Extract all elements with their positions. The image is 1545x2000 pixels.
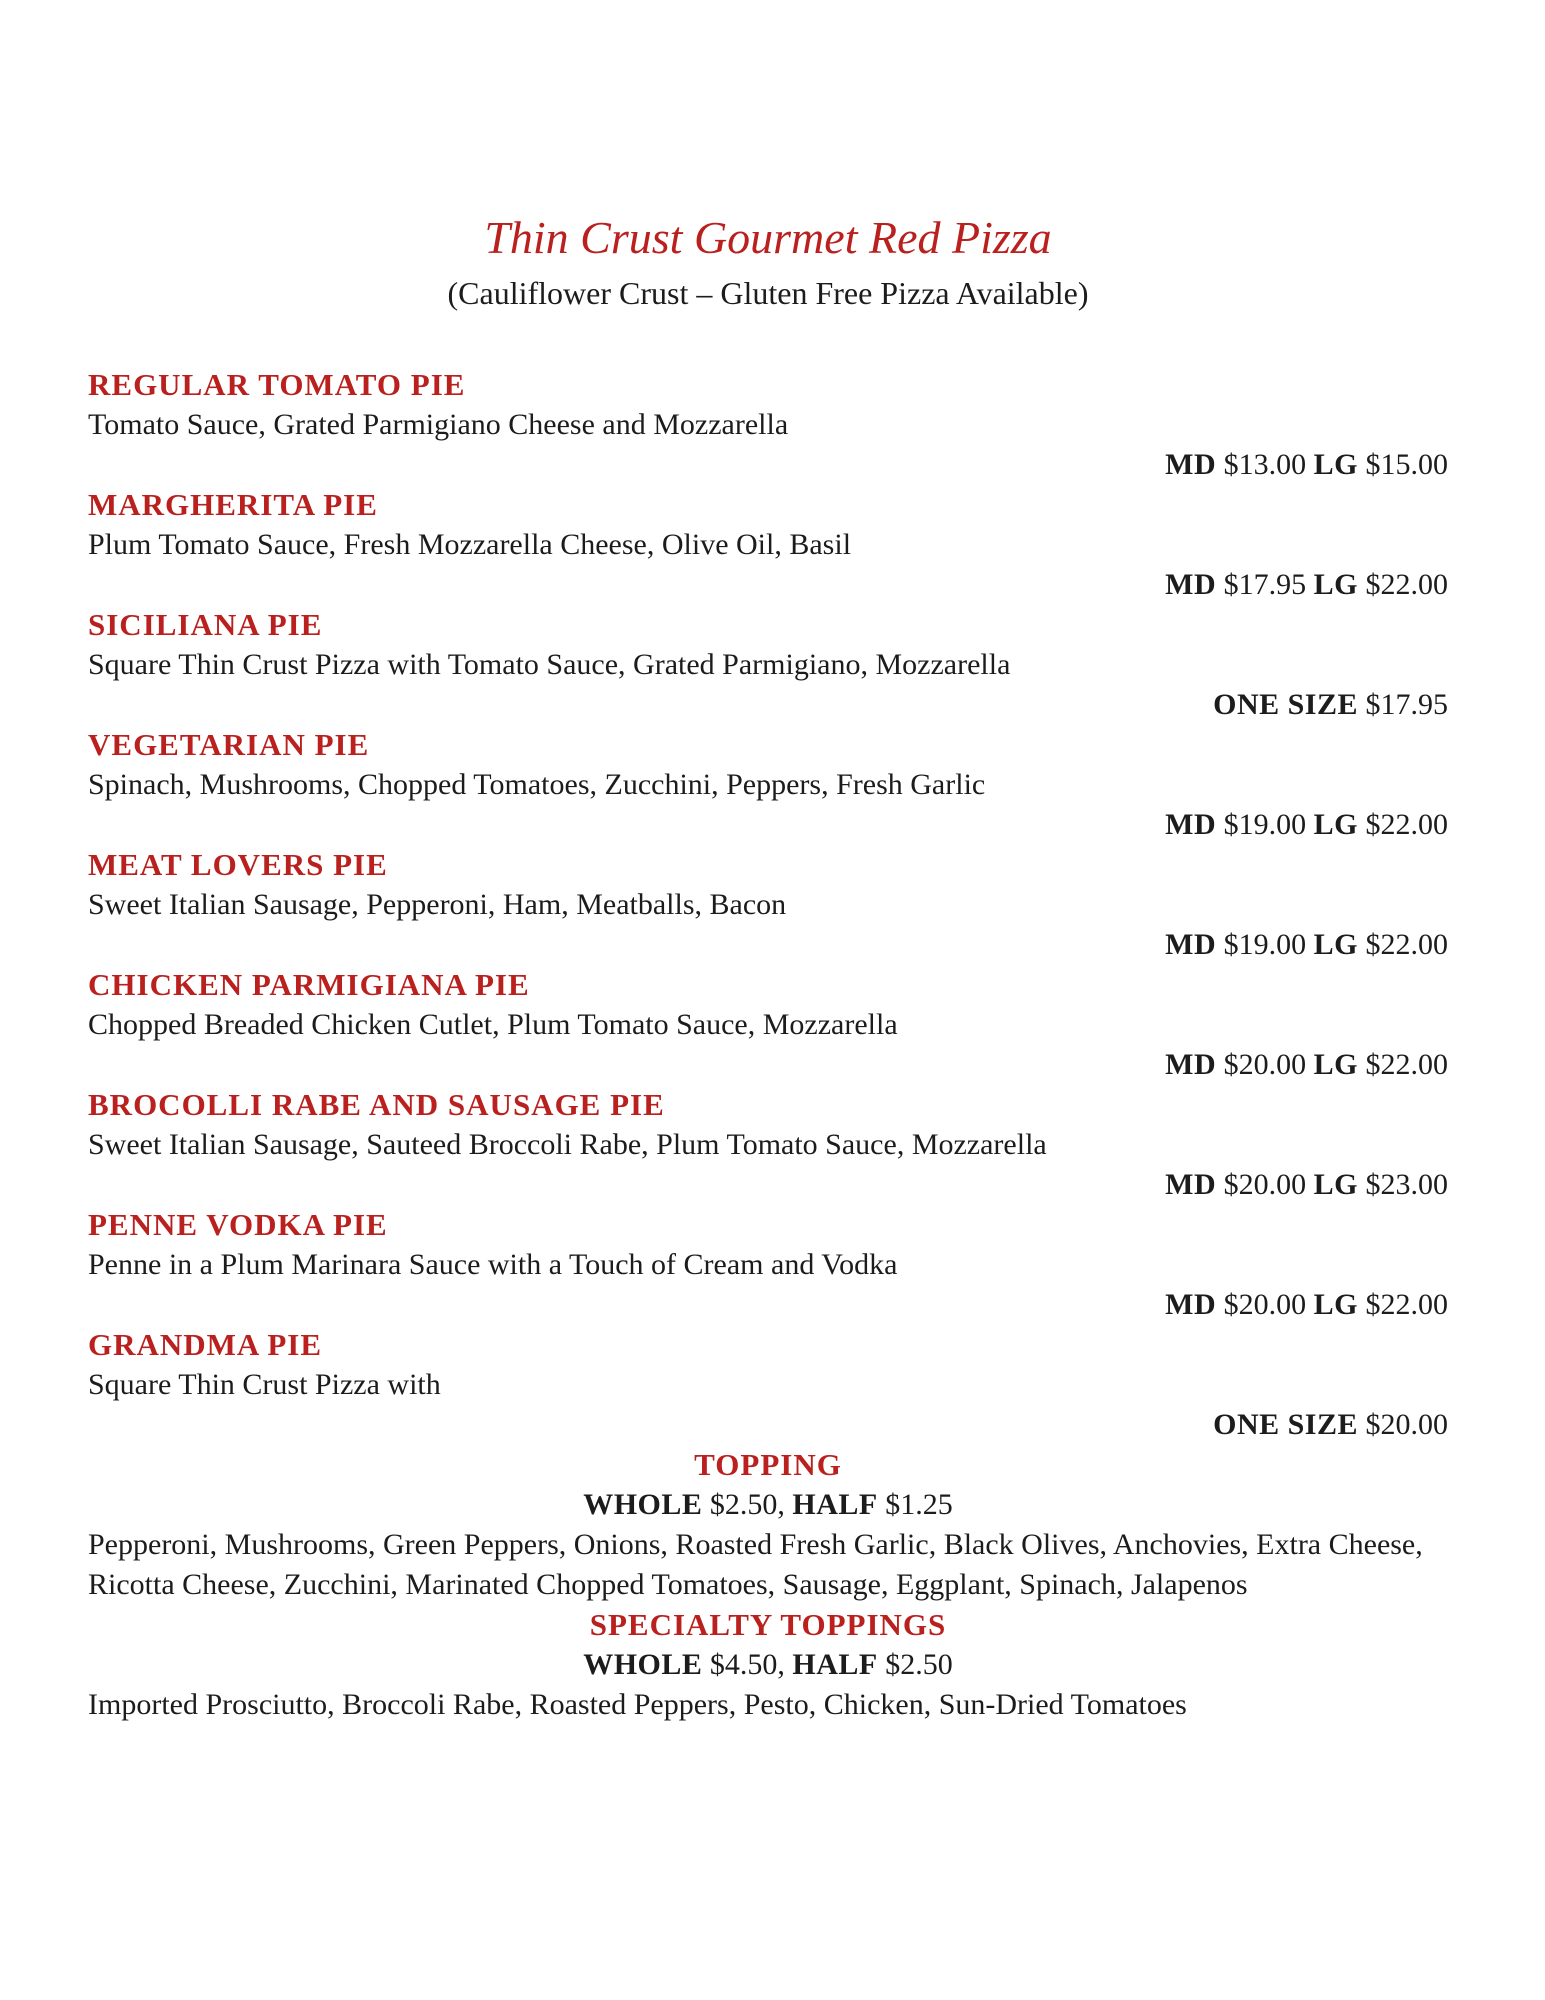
price-size-label: LG: [1313, 1168, 1358, 1201]
item-price-line: [88, 925, 1448, 965]
item-description: Sweet Italian Sausage, Sauteed Broccoli Rabe, Plum Tomato Sauce, Mozzarella: [88, 1128, 1047, 1161]
price-amount: $2.50: [877, 1648, 953, 1681]
specialty-toppings-section: [88, 1605, 1448, 1725]
item-name: PENNE VODKA PIE: [88, 1207, 388, 1242]
item-name: VEGETARIAN PIE: [88, 727, 370, 762]
price-size-label: MD: [1165, 928, 1217, 961]
specialty-toppings-list: Imported Prosciutto, Broccoli Rabe, Roasted Peppers, Pesto, Chicken, Sun-Dried Tomatoes: [88, 1688, 1187, 1721]
item-price-line: [88, 1045, 1448, 1085]
price-size-label: LG: [1313, 1288, 1358, 1321]
toppings-heading: TOPPING: [694, 1447, 842, 1482]
price-amount: $19.00: [1216, 808, 1307, 841]
price-size-label: HALF: [792, 1648, 878, 1681]
toppings-price-line: WHOLE $2.50, HALF $1.25: [583, 1488, 953, 1521]
item-description: Square Thin Crust Pizza with: [88, 1368, 441, 1401]
item-name: MARGHERITA PIE: [88, 487, 378, 522]
item-price-line: [88, 445, 1448, 485]
price-amount: $1.25: [877, 1488, 953, 1521]
item-price-line: [88, 685, 1448, 725]
item-name: BROCOLLI RABE AND SAUSAGE PIE: [88, 1087, 665, 1122]
item-price-line: [88, 1165, 1448, 1205]
item-name: MEAT LOVERS PIE: [88, 847, 388, 882]
page-title: Thin Crust Gourmet Red Pizza: [484, 212, 1052, 263]
price-size-label: MD: [1165, 448, 1217, 481]
item-price-line: [88, 1405, 1448, 1445]
price-size-label: ONE SIZE: [1213, 688, 1358, 721]
item-description: Chopped Breaded Chicken Cutlet, Plum Tomato Sauce, Mozzarella: [88, 1008, 898, 1041]
menu-items-list: [88, 365, 1448, 1445]
menu-item: [88, 605, 1448, 725]
item-name: SICILIANA PIE: [88, 607, 323, 642]
menu-item: [88, 845, 1448, 965]
price-amount: $17.95: [1358, 688, 1448, 721]
toppings-list: Pepperoni, Mushrooms, Green Peppers, Onions, Roasted Fresh Garlic, Black Olives, Anchovies, Extra Cheese, Ricotta Cheese, Zucchini, Marinated Chopped Tomatoes, Sausage, Eggplant, Spinach, Jalapenos: [88, 1528, 1423, 1601]
price-amount: $20.00: [1358, 1408, 1448, 1441]
price-size-label: MD: [1165, 1288, 1217, 1321]
menu-header: [88, 205, 1448, 315]
price-size-label: LG: [1313, 568, 1358, 601]
price-size-label: MD: [1165, 1048, 1217, 1081]
price-amount: $20.00: [1216, 1048, 1307, 1081]
item-description: Plum Tomato Sauce, Fresh Mozzarella Cheese, Olive Oil, Basil: [88, 528, 852, 561]
item-name: GRANDMA PIE: [88, 1327, 323, 1362]
price-amount: $22.00: [1358, 808, 1448, 841]
price-amount: $23.00: [1358, 1168, 1448, 1201]
menu-item: [88, 965, 1448, 1085]
item-description: Square Thin Crust Pizza with Tomato Sauce, Grated Parmigiano, Mozzarella: [88, 648, 1011, 681]
price-size-label: MD: [1165, 1168, 1217, 1201]
item-name: CHICKEN PARMIGIANA PIE: [88, 967, 530, 1002]
price-amount: $22.00: [1358, 1048, 1448, 1081]
price-size-label: LG: [1313, 1048, 1358, 1081]
item-price-line: [88, 1285, 1448, 1325]
price-amount: $4.50: [702, 1648, 778, 1681]
price-amount: $20.00: [1216, 1288, 1307, 1321]
item-description: Penne in a Plum Marinara Sauce with a Touch of Cream and Vodka: [88, 1248, 898, 1281]
menu-item: [88, 725, 1448, 845]
price-amount: $19.00: [1216, 928, 1307, 961]
item-description: Spinach, Mushrooms, Chopped Tomatoes, Zucchini, Peppers, Fresh Garlic: [88, 768, 986, 801]
item-price-line: [88, 565, 1448, 605]
price-size-label: LG: [1313, 448, 1358, 481]
price-amount: $2.50: [702, 1488, 778, 1521]
price-size-label: MD: [1165, 808, 1217, 841]
menu-item: [88, 1205, 1448, 1325]
price-size-label: LG: [1313, 808, 1358, 841]
price-size-label: HALF: [792, 1488, 878, 1521]
price-size-label: WHOLE: [583, 1648, 703, 1681]
price-amount: $20.00: [1216, 1168, 1307, 1201]
price-size-label: LG: [1313, 928, 1358, 961]
price-amount: $17.95: [1216, 568, 1307, 601]
toppings-section: [88, 1445, 1448, 1605]
page-subtitle: (Cauliflower Crust – Gluten Free Pizza Available): [447, 275, 1089, 311]
menu-item: [88, 485, 1448, 605]
menu-item: [88, 1325, 1448, 1445]
price-size-label: WHOLE: [583, 1488, 703, 1521]
item-price-line: [88, 805, 1448, 845]
price-amount: $22.00: [1358, 568, 1448, 601]
specialty-toppings-heading: SPECIALTY TOPPINGS: [589, 1607, 947, 1642]
item-description: Sweet Italian Sausage, Pepperoni, Ham, Meatballs, Bacon: [88, 888, 787, 921]
price-amount: $22.00: [1358, 1288, 1448, 1321]
specialty-toppings-price-line: WHOLE $4.50, HALF $2.50: [583, 1648, 953, 1681]
item-name: REGULAR TOMATO PIE: [88, 367, 466, 402]
item-description: Tomato Sauce, Grated Parmigiano Cheese and Mozzarella: [88, 408, 789, 441]
menu-item: [88, 365, 1448, 485]
price-size-label: ONE SIZE: [1213, 1408, 1358, 1441]
price-size-label: MD: [1165, 568, 1217, 601]
menu-item: [88, 1085, 1448, 1205]
price-amount: $15.00: [1358, 448, 1448, 481]
price-amount: $13.00: [1216, 448, 1307, 481]
price-amount: $22.00: [1358, 928, 1448, 961]
